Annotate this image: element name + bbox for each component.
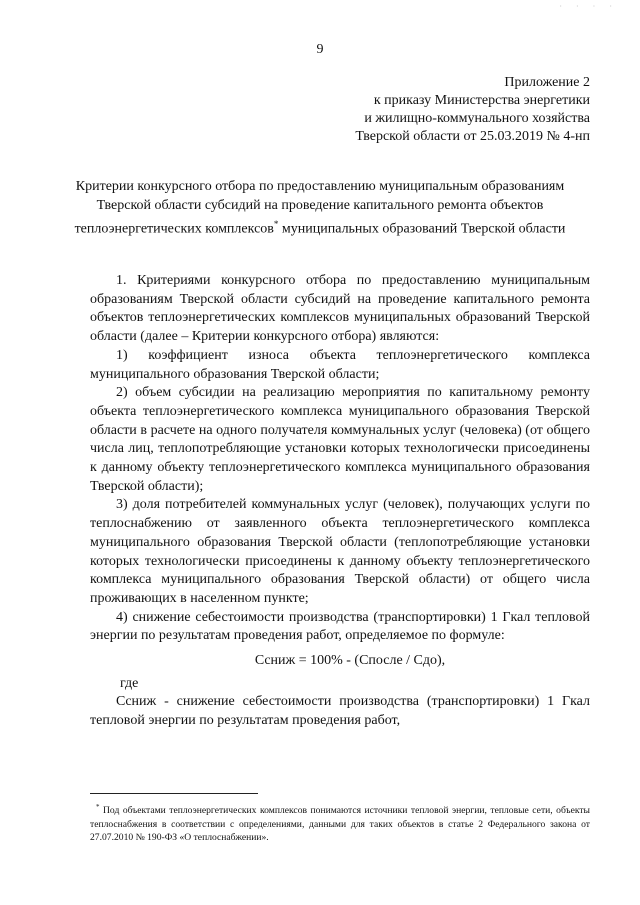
paragraph-criterion-4: 4) снижение себестоимости производства (транспортировки) 1 Гкал тепловой энергии по результатам проведения работ, определяемое по формуле: [90, 609, 590, 644]
footnote [90, 801, 590, 845]
paragraph-criteria-intro: 1. Критериями конкурсного отбора по предоставлению муниципальным образованиям Тверской области субсидий на проведение капитального ремонта объектов теплоэнергетических комплексов муниципальных образований Тверской области (далее – Критерии конкурсного отбора) являются: [90, 273, 590, 345]
paragraph-criterion-2: 2) объем субсидии на реализацию мероприятия по капитальному ремонту объекта теплоэнергетического комплекса муниципального образования Тверской области в расчете на одного получателя коммунальных услуг (человека) (от общего числа лиц, теплопотребляющие установки которых технологически присоединены к данному объекту теплоэнергетического комплекса муниципального образования Тверской области); [90, 385, 590, 494]
title-part-1: Критерии конкурсного отбора по предоставлению муниципальным образованиям Тверской области субсидий на проведение капитального ремонта объектов теплоэнергетических комплексов [74, 179, 565, 237]
document-title [60, 178, 580, 239]
appendix-header [355, 74, 590, 146]
footnote-text: Под объектами теплоэнергетических комплексов понимаются источники тепловой энергии, тепловые сети, объекты теплоснабжения в соответствии с определениями, данными для таких объектов в статье 2 Федерального закона от 27.07.2010 № 190-ФЗ «О теплоснабжении». [90, 805, 590, 844]
title-part-2: муниципальных образований Тверской области [278, 221, 566, 237]
formula-where: где [120, 675, 139, 691]
paragraph-criterion-1: 1) коэффициент износа объекта теплоэнергетического комплекса муниципального образования Тверской области; [90, 347, 590, 382]
appendix-line: к приказу Министерства энергетики [373, 93, 590, 108]
appendix-line: Тверской области от 25.03.2019 № 4-нп [355, 129, 590, 144]
formula-definition: Сcниж - снижение себестоимости производства (транспортировки) 1 Гкал тепловой энергии по результатам проведения работ, [90, 694, 590, 729]
appendix-line: и жилищно-коммунального хозяйства [364, 111, 590, 126]
scan-marks: · · · · [559, 2, 618, 11]
formula: Ссниж = 100% - (Спосле / Сдо), [254, 653, 446, 669]
document-body [90, 272, 590, 731]
page-number: 9 [316, 42, 324, 57]
footnote-mark: * [96, 803, 100, 811]
paragraph-criterion-3: 3) доля потребителей коммунальных услуг (человек), получающих услуги по теплоснабжению от заявленного объекта теплоэнергетического комплекса муниципального образования Тверской области (теплопотребляющие установки которых технологически присоединены к данному объекту теплоэнергетического комплекса муниципального образования Тверской области) от общего числа проживающих в населенном пункте; [90, 497, 590, 606]
title-footnote-mark: * [273, 219, 279, 229]
appendix-line: Приложение 2 [504, 75, 590, 90]
footnote-divider [90, 793, 258, 794]
